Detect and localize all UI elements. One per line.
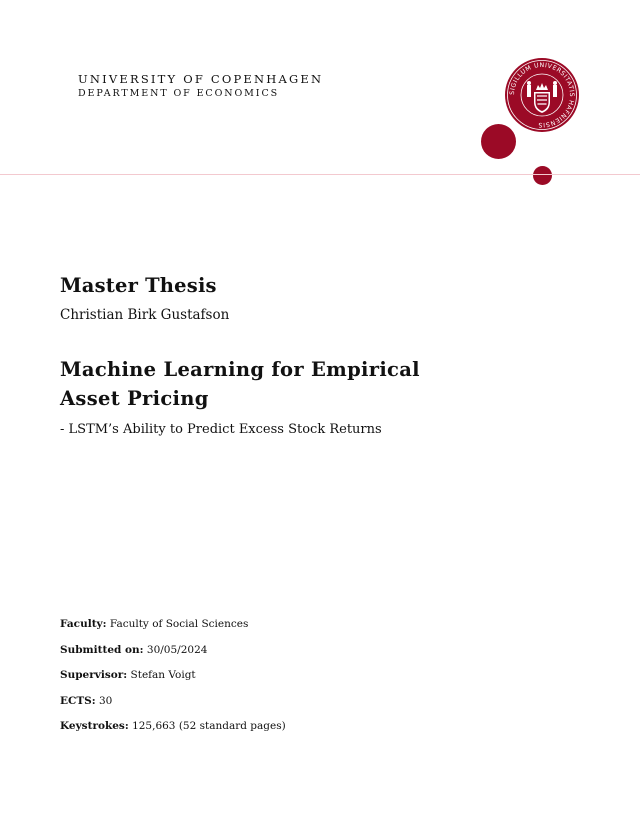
author-name: Christian Birk Gustafson <box>60 307 230 323</box>
university-name: UNIVERSITY OF COPENHAGEN <box>78 72 324 86</box>
submitted-label: Submitted on: <box>60 643 144 656</box>
decorative-dot-large <box>481 124 516 159</box>
department-name: DEPARTMENT OF ECONOMICS <box>78 88 280 99</box>
submitted-row <box>60 644 286 670</box>
university-seal-logo <box>505 58 579 132</box>
supervisor-row <box>60 669 286 695</box>
ects-value: 30 <box>98 694 113 707</box>
faculty-row <box>60 618 286 644</box>
supervisor-value: Stefan Voigt <box>130 669 196 681</box>
keystrokes-value: 125,663 (52 standard pages) <box>132 720 286 732</box>
keystrokes-row <box>60 720 286 746</box>
supervisor-label: Supervisor: <box>60 669 128 681</box>
ects-row <box>60 695 286 721</box>
keystrokes-label: Keystrokes: <box>60 720 129 732</box>
university-header <box>78 72 323 101</box>
ects-label: ECTS: <box>60 694 96 707</box>
thesis-subtitle: - LSTM’s Ability to Predict Excess Stock Returns <box>60 422 382 437</box>
faculty-value: Faculty of Social Sciences <box>109 618 249 630</box>
faculty-label: Faculty: <box>60 618 107 630</box>
thesis-title: Machine Learning for Empirical Asset Pricing <box>60 358 420 410</box>
document-type: Master Thesis <box>60 274 217 297</box>
header-divider <box>0 174 640 175</box>
decorative-dot-small <box>533 166 552 185</box>
svg-text:SIGILLUM UNIVERSITATIS HAFNIEN: SIGILLUM UNIVERSITATIS HAFNIENSIS <box>508 61 576 129</box>
submitted-value: 30/05/2024 <box>146 643 208 656</box>
thesis-metadata <box>60 618 286 746</box>
